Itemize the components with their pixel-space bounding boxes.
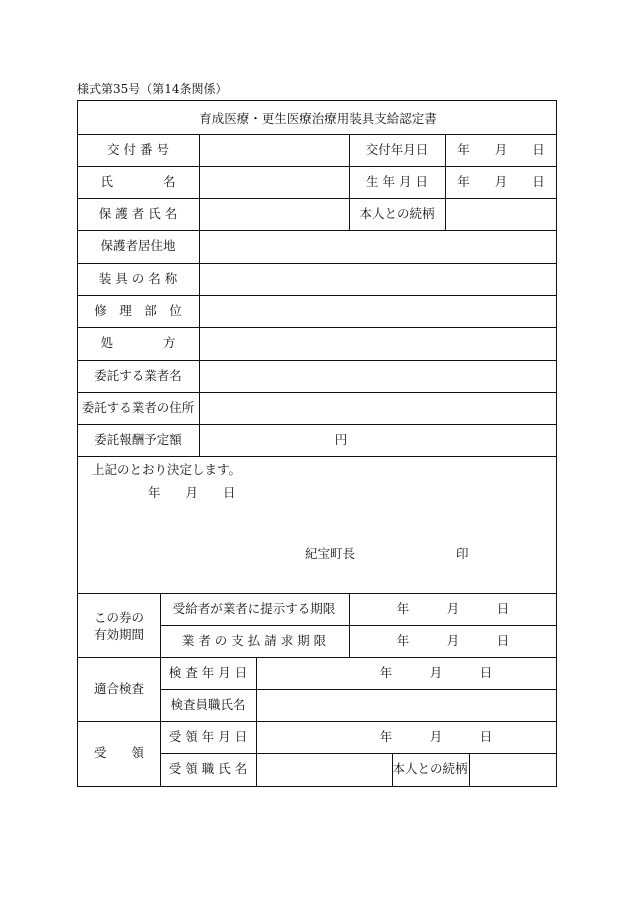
receipt-date-value: 年 月 日 — [379, 729, 493, 744]
receipt-relationship-label: 本人との続柄 — [392, 761, 468, 776]
receipt-label: 受 領 — [93, 745, 145, 760]
birth-date-value: 年 月 日 — [457, 174, 545, 189]
validity-label-line2: 有効期間 — [93, 627, 145, 642]
fee-unit: 円 — [334, 432, 348, 447]
name-label: 氏 名 — [100, 174, 176, 189]
guardian-name-label: 保 護 者 氏 名 — [98, 206, 178, 221]
relationship-label: 本人との続柄 — [359, 206, 435, 221]
decision-statement: 上記のとおり決定します。 — [92, 462, 242, 477]
form-title: 育成医療・更生医療治療用装具支給認定書 — [199, 111, 437, 126]
device-name-label: 装 具 の 名 称 — [98, 271, 178, 286]
issuer-title: 紀宝町長 — [305, 546, 356, 561]
decision-date: 年 月 日 — [148, 485, 236, 500]
issue-number-label: 交 付 番 号 — [107, 142, 169, 157]
prescription-label: 処 方 — [100, 335, 176, 350]
contractor-address-label: 委託する業者の住所 — [81, 400, 195, 415]
payment-deadline-value: 年 月 日 — [396, 633, 510, 648]
validity-label-line1: この券の — [93, 610, 145, 625]
issue-date-value: 年 月 日 — [457, 142, 545, 157]
fee-label: 委託報酬予定額 — [94, 432, 182, 447]
inspector-label: 検査員職氏名 — [170, 697, 246, 712]
inspection-label: 適合検査 — [93, 681, 145, 696]
inspection-date-label: 検 査 年 月 日 — [168, 665, 248, 680]
form-number-label: 様式第35号（第14条関係） — [77, 82, 228, 96]
repair-part-label: 修 理 部 位 — [94, 303, 182, 318]
contractor-name-label: 委託する業者名 — [94, 368, 182, 383]
receipt-date-label: 受 領 年 月 日 — [168, 729, 248, 744]
birth-date-label: 生 年 月 日 — [366, 174, 428, 189]
seal-mark: 印 — [456, 546, 469, 561]
issue-date-label: 交付年月日 — [365, 142, 429, 157]
recipient-label: 受 領 職 氏 名 — [168, 761, 248, 776]
certificate-form — [77, 100, 557, 787]
guardian-address-label: 保護者居住地 — [100, 238, 176, 253]
present-deadline-label: 受給者が業者に提示する期限 — [172, 601, 336, 616]
present-deadline-value: 年 月 日 — [396, 601, 510, 616]
payment-deadline-label: 業 者 の 支 払 請 求 期 限 — [181, 633, 327, 648]
inspection-date-value: 年 月 日 — [379, 665, 493, 680]
